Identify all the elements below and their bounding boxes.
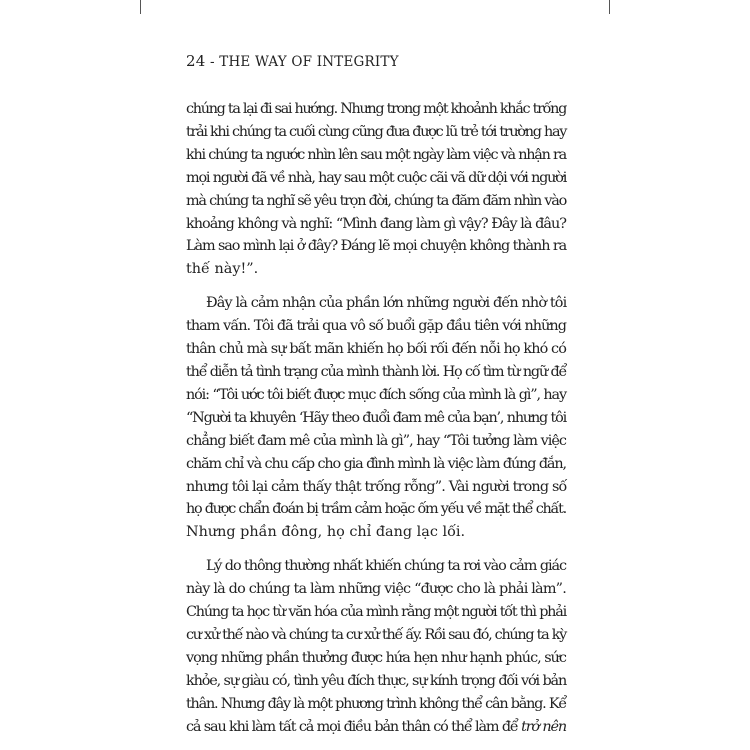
text-line: khi chúng ta ngước nhìn lên sau một ngày làm việc và nhận ra [186, 146, 566, 163]
page-edge-left [140, 0, 141, 14]
text-line: Làm sao mình lại ở đây? Đáng lẽ mọi chuyện không thành ra [186, 238, 567, 255]
text-line: Chúng ta học từ văn hóa của mình rằng một người tốt thì phải [186, 604, 566, 621]
text-line: cư xử thế nào và chúng ta cư xử thế ấy. Rồi sau đó, chúng ta kỳ [186, 626, 566, 643]
text-line: nói: “Tôi ước tôi biết được mục đích sống của mình là gì”, hay [186, 386, 566, 403]
paragraph-2 [186, 292, 566, 544]
text-line-last [186, 716, 566, 739]
paragraph-1 [186, 98, 566, 281]
text-line: Đây là cảm nhận của phần lớn những người đến nhờ tôi [206, 295, 567, 312]
text-line: vọng những phần thưởng được hứa hẹn như hạnh phúc, sức [186, 649, 566, 666]
text-line: mà chúng ta nghĩ sẽ yêu trọn đời, chúng ta đăm đăm nhìn vào [186, 192, 567, 209]
text-line: tham vấn. Tôi đã trải qua vô số buổi gặp đầu tiên với những [186, 318, 566, 335]
running-header [186, 52, 399, 70]
text-line: chúng ta lại đi sai hướng. Nhưng trong một khoảnh khắc trống [186, 101, 567, 117]
text-line-start: cả sau khi làm tất cả mọi điều bản thân có thể làm để [186, 718, 522, 735]
body-text [186, 98, 566, 749]
text-line: trải khi chúng ta cuối cùng cũng đưa được lũ trẻ tới trường hay [186, 123, 567, 140]
text-line: thế này!”. [186, 261, 259, 278]
text-line: thân chủ mà sự bất mãn khiến họ bối rối đến nỗi họ khó có [186, 341, 566, 358]
text-line: họ được chẩn đoán bị trầm cảm hoặc ốm yếu về mặt thể chất. [186, 501, 566, 518]
header-separator: - [205, 54, 220, 70]
running-title: THE WAY OF INTEGRITY [219, 54, 399, 70]
text-line: này là do chúng ta làm những việc “được cho là phải làm”. [186, 581, 566, 598]
text-line: chẳng biết đam mê của mình là gì”, hay “Tôi tưởng làm việc [186, 432, 566, 449]
text-line: Nhưng phần đông, họ chỉ đang lạc lối. [186, 524, 466, 541]
text-line: thân. Nhưng đây là một phương trình không thể cân bằng. Kể [186, 695, 566, 712]
paragraph-3 [186, 555, 566, 738]
text-line: Lý do thông thường nhất khiến chúng ta rơi vào cảm giác [206, 558, 566, 575]
text-line: khỏe, sự giàu có, tình yêu đích thực, sự kính trọng đối với bản [186, 672, 567, 689]
text-line: nhưng tôi lại cảm thấy thật trống rỗng”. Vài người trong số [186, 478, 567, 495]
page-number: 24 [186, 52, 206, 70]
text-line: “Người ta khuyên ‘Hãy theo đuổi đam mê của bạn’, nhưng tôi [186, 409, 566, 426]
text-line: chăm chỉ và chu cấp cho gia đình mình là việc làm đúng đắn, [186, 455, 566, 472]
page-edge-right [609, 0, 610, 14]
text-line: khoảng không và nghĩ: “Mình đang làm gì vậy? Đây là đâu? [186, 215, 567, 232]
italic-phrase: trở nên [521, 718, 567, 735]
text-line: mọi người đã về nhà, hay sau một cuộc cãi vã dữ dội với người [186, 169, 567, 186]
text-line: thể diễn tả tình trạng của mình thành lời. Họ cố tìm từ ngữ để [186, 363, 567, 380]
